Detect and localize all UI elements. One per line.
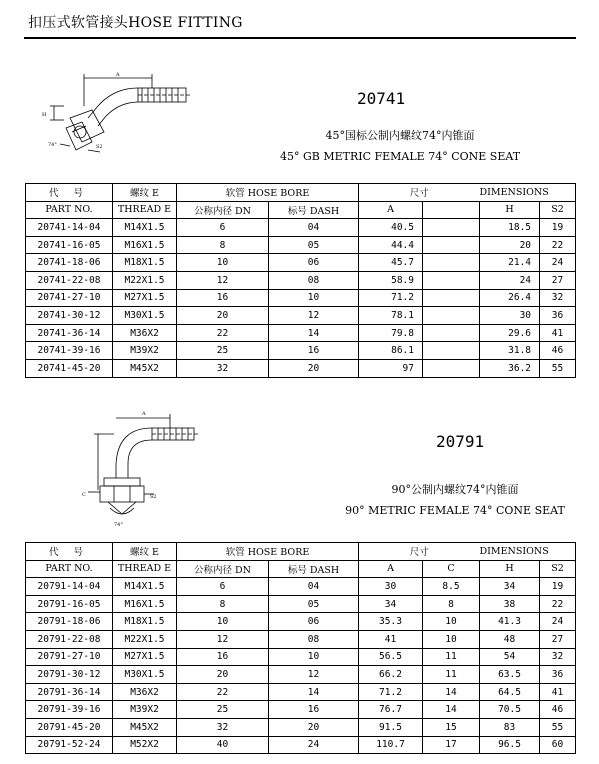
cell-dash: 12 bbox=[269, 307, 359, 325]
table-row bbox=[26, 666, 576, 684]
table-row bbox=[26, 736, 576, 754]
header-thread: 螺纹 E bbox=[113, 184, 177, 202]
cell- bbox=[423, 289, 480, 307]
cell- bbox=[423, 236, 480, 254]
cell-a: 110.7 bbox=[359, 736, 423, 754]
cell-a: 41 bbox=[359, 630, 423, 648]
section2-desc-cn: 90°公制内螺纹74°内锥面 bbox=[391, 483, 519, 496]
cell-c: 10 bbox=[423, 630, 480, 648]
table-row bbox=[26, 236, 576, 254]
cell-dash: 05 bbox=[269, 595, 359, 613]
cell-s2: 55 bbox=[540, 718, 576, 736]
cell-dash: 12 bbox=[269, 666, 359, 684]
title-divider bbox=[24, 37, 576, 39]
cell- bbox=[423, 219, 480, 237]
spec-table-20741 bbox=[25, 183, 576, 378]
header-h: H bbox=[480, 201, 540, 219]
cell- bbox=[423, 254, 480, 272]
cell-part: 20741-18-06 bbox=[26, 254, 113, 272]
cell-h: 21.4 bbox=[480, 254, 540, 272]
cell-dash: 05 bbox=[269, 236, 359, 254]
header-blank bbox=[423, 201, 480, 219]
cell-h: 83 bbox=[480, 718, 540, 736]
header-dn: 公称内径 DN bbox=[177, 560, 269, 578]
table-row bbox=[26, 219, 576, 237]
section1-code: 20741 bbox=[357, 89, 406, 108]
cell-part: 20791-52-24 bbox=[26, 736, 113, 754]
table-row bbox=[26, 324, 576, 342]
cell-c: 8.5 bbox=[423, 578, 480, 596]
cell-part: 20741-16-05 bbox=[26, 236, 113, 254]
cell-dn: 32 bbox=[177, 718, 269, 736]
cell-c: 14 bbox=[423, 701, 480, 719]
cell-thread: M27X1.5 bbox=[113, 289, 177, 307]
cell-s2: 46 bbox=[540, 342, 576, 360]
table-row bbox=[26, 271, 576, 289]
cell-s2: 32 bbox=[540, 648, 576, 666]
cell-thread: M18X1.5 bbox=[113, 613, 177, 631]
header-size-cn: 尺寸 bbox=[359, 543, 480, 561]
cell-h: 48 bbox=[480, 630, 540, 648]
cell-part: 20741-45-20 bbox=[26, 359, 113, 377]
table-row bbox=[26, 595, 576, 613]
cell- bbox=[423, 342, 480, 360]
cell-dash: 10 bbox=[269, 289, 359, 307]
cell-dash: 06 bbox=[269, 613, 359, 631]
header-size-cn: 尺寸 bbox=[359, 184, 480, 202]
table-header-row bbox=[26, 201, 576, 219]
cell-c: 11 bbox=[423, 666, 480, 684]
cell-h: 29.6 bbox=[480, 324, 540, 342]
header-dn: 公称内径 DN bbox=[177, 201, 269, 219]
cell-thread: M45X2 bbox=[113, 718, 177, 736]
page-title: 扣压式软管接头HOSE FITTING bbox=[28, 15, 243, 31]
cell-c: 14 bbox=[423, 683, 480, 701]
cell-dash: 16 bbox=[269, 342, 359, 360]
cell-c: 11 bbox=[423, 648, 480, 666]
header-s2: S2 bbox=[540, 560, 576, 578]
cell-a: 44.4 bbox=[359, 236, 423, 254]
cell-dn: 10 bbox=[177, 254, 269, 272]
header-dash: 标号 DASH bbox=[269, 560, 359, 578]
cell-h: 64.5 bbox=[480, 683, 540, 701]
cell-part: 20741-14-04 bbox=[26, 219, 113, 237]
cell-thread: M39X2 bbox=[113, 342, 177, 360]
cell-h: 26.4 bbox=[480, 289, 540, 307]
table-row bbox=[26, 683, 576, 701]
cell-thread: M39X2 bbox=[113, 701, 177, 719]
cell-a: 45.7 bbox=[359, 254, 423, 272]
cell-s2: 19 bbox=[540, 578, 576, 596]
cell-part: 20741-39-16 bbox=[26, 342, 113, 360]
section1-desc-cn: 45°国标公制内螺纹74°内锥面 bbox=[325, 129, 475, 142]
cell-part: 20791-16-05 bbox=[26, 595, 113, 613]
angle-label: 74° bbox=[114, 522, 123, 528]
cell-h: 63.5 bbox=[480, 666, 540, 684]
cell-thread: M36X2 bbox=[113, 324, 177, 342]
header-thread: 螺纹 E bbox=[113, 543, 177, 561]
cell-a: 66.2 bbox=[359, 666, 423, 684]
header-dimensions: DIMENSIONS bbox=[480, 543, 576, 561]
cell-dash: 06 bbox=[269, 254, 359, 272]
fitting-45-drawing bbox=[40, 66, 210, 166]
section2-desc-en: 90° METRIC FEMALE 74° CONE SEAT bbox=[345, 504, 565, 517]
cell-thread: M45X2 bbox=[113, 359, 177, 377]
cell-part: 20791-45-20 bbox=[26, 718, 113, 736]
cell- bbox=[423, 324, 480, 342]
cell-dn: 16 bbox=[177, 289, 269, 307]
cell-dash: 04 bbox=[269, 578, 359, 596]
header-a: A bbox=[359, 560, 423, 578]
cell-s2: 22 bbox=[540, 236, 576, 254]
cell-dn: 16 bbox=[177, 648, 269, 666]
cell-s2: 32 bbox=[540, 289, 576, 307]
table-row bbox=[26, 718, 576, 736]
cell-s2: 19 bbox=[540, 219, 576, 237]
cell-dn: 25 bbox=[177, 342, 269, 360]
cell-dn: 32 bbox=[177, 359, 269, 377]
cell-thread: M14X1.5 bbox=[113, 578, 177, 596]
table-row bbox=[26, 289, 576, 307]
cell-s2: 55 bbox=[540, 359, 576, 377]
table-row bbox=[26, 613, 576, 631]
cell-h: 96.5 bbox=[480, 736, 540, 754]
cell-s2: 41 bbox=[540, 683, 576, 701]
cell-h: 41.3 bbox=[480, 613, 540, 631]
table-row bbox=[26, 578, 576, 596]
header-part-no: PART NO. bbox=[26, 560, 113, 578]
cell-dn: 10 bbox=[177, 613, 269, 631]
table-header-row bbox=[26, 543, 576, 561]
cell-part: 20791-36-14 bbox=[26, 683, 113, 701]
cell-a: 34 bbox=[359, 595, 423, 613]
cell-a: 30 bbox=[359, 578, 423, 596]
cell-a: 40.5 bbox=[359, 219, 423, 237]
table-row bbox=[26, 648, 576, 666]
cell-s2: 41 bbox=[540, 324, 576, 342]
cell-thread: M27X1.5 bbox=[113, 648, 177, 666]
cell-dash: 04 bbox=[269, 219, 359, 237]
fitting-90-drawing bbox=[70, 404, 200, 534]
cell-h: 18.5 bbox=[480, 219, 540, 237]
cell-dash: 10 bbox=[269, 648, 359, 666]
table-row bbox=[26, 630, 576, 648]
cell-h: 34 bbox=[480, 578, 540, 596]
cell-part: 20741-30-12 bbox=[26, 307, 113, 325]
cell-dn: 40 bbox=[177, 736, 269, 754]
cell-dn: 20 bbox=[177, 666, 269, 684]
cell-part: 20791-39-16 bbox=[26, 701, 113, 719]
cell-thread: M22X1.5 bbox=[113, 271, 177, 289]
cell-a: 79.8 bbox=[359, 324, 423, 342]
cell-a: 35.3 bbox=[359, 613, 423, 631]
header-code: 代 号 bbox=[26, 543, 113, 561]
section2-code: 20791 bbox=[436, 432, 485, 451]
header-dimensions: DIMENSIONS bbox=[480, 184, 576, 202]
cell-part: 20791-27-10 bbox=[26, 648, 113, 666]
cell-dash: 16 bbox=[269, 701, 359, 719]
cell-part: 20741-22-08 bbox=[26, 271, 113, 289]
header-s2: S2 bbox=[540, 201, 576, 219]
angle-label: 74° bbox=[48, 142, 57, 148]
cell-dn: 12 bbox=[177, 271, 269, 289]
cell-s2: 27 bbox=[540, 271, 576, 289]
cell-h: 36.2 bbox=[480, 359, 540, 377]
cell-part: 20791-30-12 bbox=[26, 666, 113, 684]
table-row bbox=[26, 342, 576, 360]
cell-dn: 20 bbox=[177, 307, 269, 325]
table-row bbox=[26, 359, 576, 377]
cell-dn: 6 bbox=[177, 578, 269, 596]
header-hose-bore: 软管 HOSE BORE bbox=[177, 543, 359, 561]
cell-dn: 8 bbox=[177, 595, 269, 613]
cell-a: 86.1 bbox=[359, 342, 423, 360]
cell-dash: 14 bbox=[269, 683, 359, 701]
cell-s2: 46 bbox=[540, 701, 576, 719]
cell-dash: 08 bbox=[269, 271, 359, 289]
cell-part: 20741-27-10 bbox=[26, 289, 113, 307]
cell-thread: M18X1.5 bbox=[113, 254, 177, 272]
cell-thread: M30X1.5 bbox=[113, 666, 177, 684]
cell-h: 20 bbox=[480, 236, 540, 254]
header-thread-e: THREAD E bbox=[113, 560, 177, 578]
table-header-row bbox=[26, 560, 576, 578]
cell-dash: 08 bbox=[269, 630, 359, 648]
cell-a: 97 bbox=[359, 359, 423, 377]
dim-s2-label: S2 bbox=[96, 144, 103, 150]
cell- bbox=[423, 359, 480, 377]
cell-h: 24 bbox=[480, 271, 540, 289]
cell-c: 15 bbox=[423, 718, 480, 736]
cell-part: 20791-18-06 bbox=[26, 613, 113, 631]
cell-h: 70.5 bbox=[480, 701, 540, 719]
table-row bbox=[26, 307, 576, 325]
cell-dash: 14 bbox=[269, 324, 359, 342]
cell-a: 76.7 bbox=[359, 701, 423, 719]
header-part-no: PART NO. bbox=[26, 201, 113, 219]
cell-dn: 12 bbox=[177, 630, 269, 648]
cell-thread: M16X1.5 bbox=[113, 595, 177, 613]
spec-table-20791 bbox=[25, 542, 576, 754]
cell-h: 30 bbox=[480, 307, 540, 325]
cell-h: 31.8 bbox=[480, 342, 540, 360]
cell-part: 20741-36-14 bbox=[26, 324, 113, 342]
cell-a: 56.5 bbox=[359, 648, 423, 666]
cell-s2: 24 bbox=[540, 254, 576, 272]
cell-s2: 22 bbox=[540, 595, 576, 613]
cell-dn: 6 bbox=[177, 219, 269, 237]
dim-c-label: C bbox=[82, 492, 86, 498]
cell-c: 10 bbox=[423, 613, 480, 631]
cell- bbox=[423, 271, 480, 289]
dim-a-label: A bbox=[142, 411, 146, 417]
cell-s2: 60 bbox=[540, 736, 576, 754]
cell-thread: M22X1.5 bbox=[113, 630, 177, 648]
cell-a: 91.5 bbox=[359, 718, 423, 736]
dim-h-label: H bbox=[42, 112, 47, 118]
cell-a: 58.9 bbox=[359, 271, 423, 289]
cell-a: 71.2 bbox=[359, 683, 423, 701]
cell-s2: 24 bbox=[540, 613, 576, 631]
header-a: A bbox=[359, 201, 423, 219]
cell-dn: 22 bbox=[177, 683, 269, 701]
cell-a: 71.2 bbox=[359, 289, 423, 307]
header-dash: 标号 DASH bbox=[269, 201, 359, 219]
cell-a: 78.1 bbox=[359, 307, 423, 325]
cell-dash: 20 bbox=[269, 359, 359, 377]
cell-s2: 36 bbox=[540, 666, 576, 684]
cell-part: 20791-22-08 bbox=[26, 630, 113, 648]
cell-s2: 27 bbox=[540, 630, 576, 648]
cell-dn: 8 bbox=[177, 236, 269, 254]
table-header-row bbox=[26, 184, 576, 202]
cell-c: 8 bbox=[423, 595, 480, 613]
cell-h: 38 bbox=[480, 595, 540, 613]
cell-thread: M36X2 bbox=[113, 683, 177, 701]
cell-h: 54 bbox=[480, 648, 540, 666]
cell-thread: M16X1.5 bbox=[113, 236, 177, 254]
cell-thread: M30X1.5 bbox=[113, 307, 177, 325]
cell-thread: M14X1.5 bbox=[113, 219, 177, 237]
table-row bbox=[26, 254, 576, 272]
dim-s2-label: S2 bbox=[150, 494, 157, 500]
cell- bbox=[423, 307, 480, 325]
header-hose-bore: 软管 HOSE BORE bbox=[177, 184, 359, 202]
cell-dn: 25 bbox=[177, 701, 269, 719]
cell-dash: 24 bbox=[269, 736, 359, 754]
section1-desc-en: 45° GB METRIC FEMALE 74° CONE SEAT bbox=[279, 150, 521, 163]
header-h: H bbox=[480, 560, 540, 578]
cell-part: 20791-14-04 bbox=[26, 578, 113, 596]
dim-a-label: A bbox=[116, 72, 120, 78]
cell-s2: 36 bbox=[540, 307, 576, 325]
table-row bbox=[26, 701, 576, 719]
cell-dash: 20 bbox=[269, 718, 359, 736]
header-code: 代 号 bbox=[26, 184, 113, 202]
header-c: C bbox=[423, 560, 480, 578]
cell-c: 17 bbox=[423, 736, 480, 754]
cell-dn: 22 bbox=[177, 324, 269, 342]
header-thread-e: THREAD E bbox=[113, 201, 177, 219]
cell-thread: M52X2 bbox=[113, 736, 177, 754]
